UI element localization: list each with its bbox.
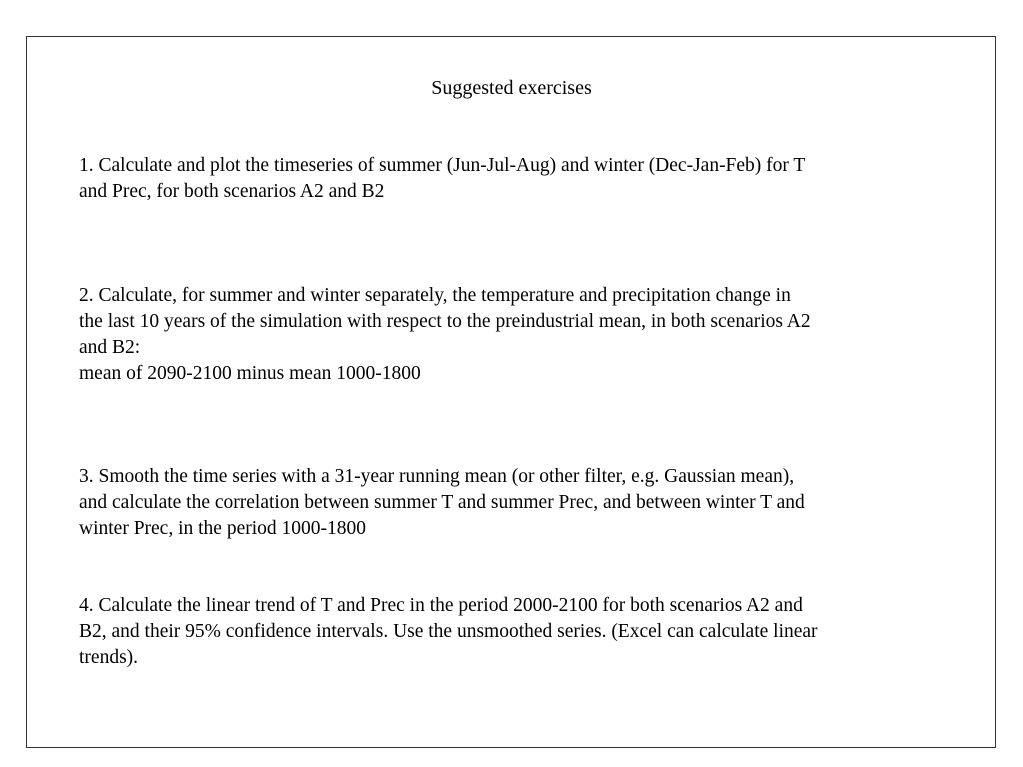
- exercise-1-line: 1. Calculate and plot the timeseries of summer (Jun-Jul-Aug) and winter (Dec-Jan-Feb) for T: [79, 155, 806, 176]
- exercise-2-line: and B2:: [79, 337, 141, 358]
- slide-title: Suggested exercises: [431, 77, 592, 99]
- exercise-3-line: and calculate the correlation between summer T and summer Prec, and between winter T and: [79, 492, 805, 513]
- exercise-4: [79, 593, 969, 671]
- exercise-3-line: 3. Smooth the time series with a 31-year running mean (or other filter, e.g. Gaussian mean),: [79, 466, 795, 487]
- exercise-2-line: the last 10 years of the simulation with respect to the preindustrial mean, in both scenarios A2: [79, 311, 811, 332]
- exercise-3: [79, 464, 969, 542]
- exercise-4-line: trends).: [79, 647, 139, 668]
- exercise-4-line: 4. Calculate the linear trend of T and Prec in the period 2000-2100 for both scenarios A2 and: [79, 595, 803, 616]
- exercise-1: [79, 153, 969, 205]
- exercise-4-line: B2, and their 95% confidence intervals. Use the unsmoothed series. (Excel can calculate linear: [79, 621, 818, 642]
- exercise-3-line: winter Prec, in the period 1000-1800: [79, 518, 367, 539]
- exercise-2: [79, 283, 969, 387]
- exercise-2-line: mean of 2090-2100 minus mean 1000-1800: [79, 363, 421, 384]
- exercise-2-line: 2. Calculate, for summer and winter separately, the temperature and precipitation change in: [79, 285, 791, 306]
- exercise-1-line: and Prec, for both scenarios A2 and B2: [79, 181, 385, 202]
